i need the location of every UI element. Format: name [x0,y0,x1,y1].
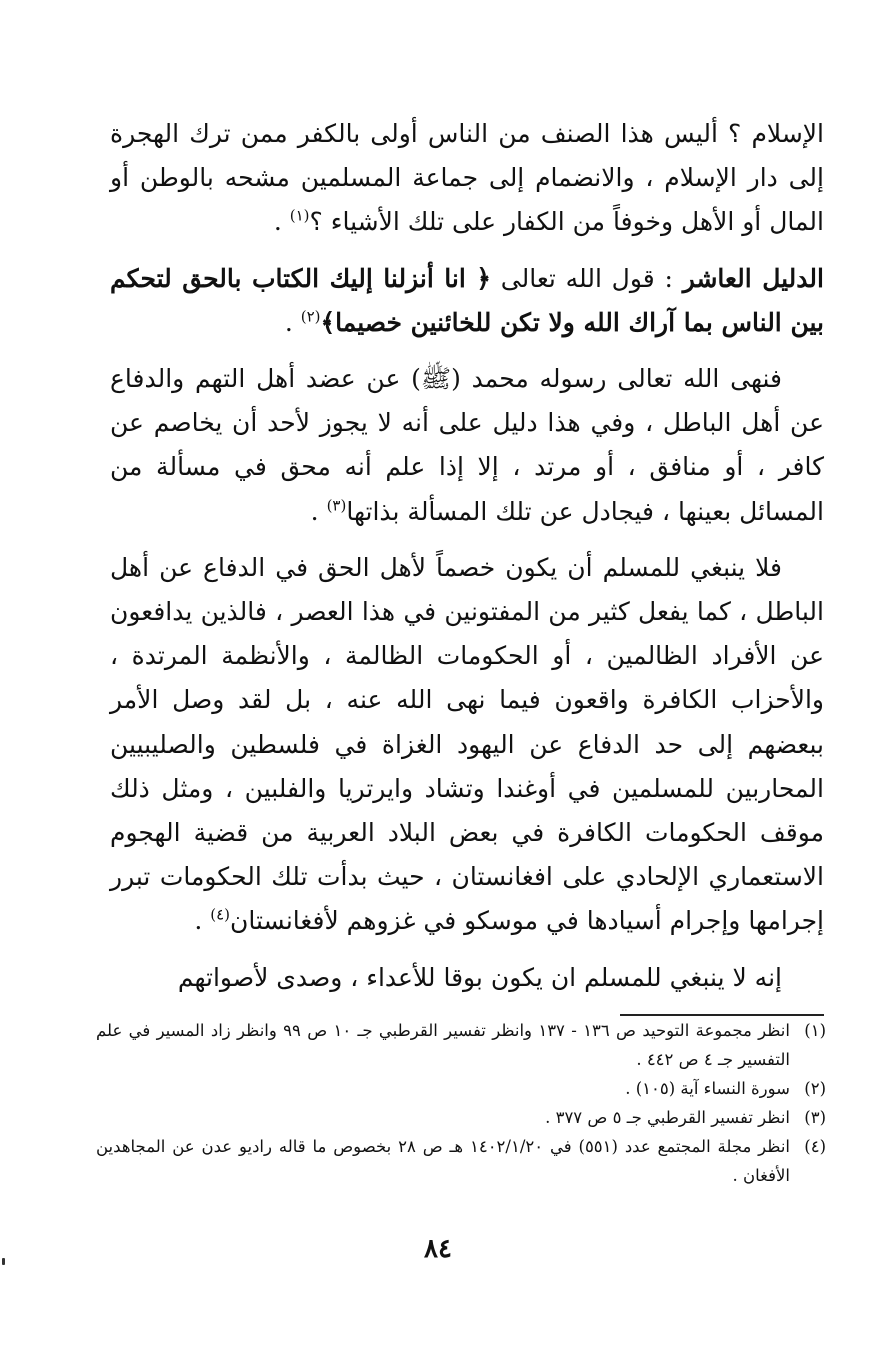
footnote-marker-4: (٤) [210,906,231,925]
footnote-number: (٢) [804,1079,826,1098]
footnote-text: انظر مجلة المجتمع عدد (٥٥١) في ١٤٠٢/١/٢٠ هـ ص ٢٨ بخصوص ما قاله راديو عدن عن المجاهدين الأفغان . [96,1137,791,1185]
footnote-marker-2: (٢) [300,307,321,326]
main-text [110,112,824,1012]
paragraph-text: إنه لا ينبغي للمسلم ان يكون بوقا للأعداء ، وصدى لأصواتهم [177,962,782,992]
footnote-item [96,1103,826,1132]
footnote-number: (٤) [804,1137,826,1156]
paragraph-end: . [310,496,327,526]
footnote-number: (١) [804,1021,826,1040]
paragraph-end: . [273,207,290,237]
paragraph-text: فلا ينبغي للمسلم أن يكون خصماً لأهل الحق في الدفاع عن أهل الباطل ، كما يفعل كثير من المفتونين في هذا العصر ، فالذين يدافعون عن الأفراد الظالمين ، أو الحكومات الظالمة ، والأنظمة المرتدة ، والأحزاب الكافرة واقعون فيما نهى الله عنه ، بل لقد وصل الأمر ببعضهم إلى حد الدفاع عن اليهود الغزاة في فلسطين والصليبيين المحاربين للمسلمين في أوغندا وتشاد وايرتريا والفلبين ، ومثل ذلك موقف الحكومات الكافرة في بعض البلاد العربية من قضية الهجوم الاستعماري الإلحادي على افغانستان ، حيث بدأت تلك الحكومات تبرر إجرامها وإجرام أسيادها في موسكو في غزوهم لأفغانستان [110,552,824,936]
paragraph-text: الإسلام ؟ أليس هذا الصنف من الناس أولى بالكفر ممن ترك الهجرة إلى دار الإسلام ، والانضمام إلى جماعة المسلمين مشحه بالوطن أو المال أو الأهل وخوفاً من الكفار على تلك الأشياء ؟ [110,119,824,237]
footnote-number: (٣) [804,1108,826,1127]
footnotes [96,1016,826,1190]
scan-artifact [2,1258,5,1265]
paragraph-text: فنهى الله تعالى رسوله محمد (ﷺ) عن عضد أهل التهم والدفاع عن أهل الباطل ، وفي هذا دليل على أنه لا يجوز لأحد أن يخاصم عن كافر ، أو منافق ، أو مرتد ، إلا إذا علم أنه محق في مسألة من المسائل بعينها ، فيجادل عن تلك المسألة بذاتها [110,364,824,526]
paragraph-end: . [194,906,211,936]
footnote-text: انظر مجموعة التوحيد ص ١٣٦ - ١٣٧ وانظر تفسير القرطبي جـ ١٠ ص ٩٩ وانظر زاد المسير في علم التفسير جـ ٤ ص ٤٤٢ . [96,1021,790,1069]
paragraph-tenth-evidence [110,257,824,345]
paragraph-prohibition [110,357,824,534]
paragraph-continues [110,956,824,1000]
paragraph-continuation [110,112,824,245]
footnote-text: انظر تفسير القرطبي جـ ٥ ص ٣٧٧ . [545,1108,790,1127]
footnote-text: سورة النساء آية (١٠٥) . [625,1079,790,1098]
quran-quote: ﴿ انا أنزلنا إليك الكتاب بالحق لتحكم بين الناس بما آراك الله ولا تكن للخائنين خصيما﴾ [110,263,824,337]
footnote-marker-3: (٣) [326,496,347,515]
footnote-item [96,1016,826,1074]
paragraph-text: : قول الله تعالى [491,263,683,293]
footnote-item [96,1132,826,1190]
section-heading: الدليل العاشر [682,263,824,293]
paragraph-end: . [284,307,301,337]
footnote-item [96,1074,826,1103]
paragraph-defending-falsehood [110,546,824,944]
footnote-marker-1: (١) [289,207,310,226]
page-number: ٨٤ [424,1234,452,1264]
